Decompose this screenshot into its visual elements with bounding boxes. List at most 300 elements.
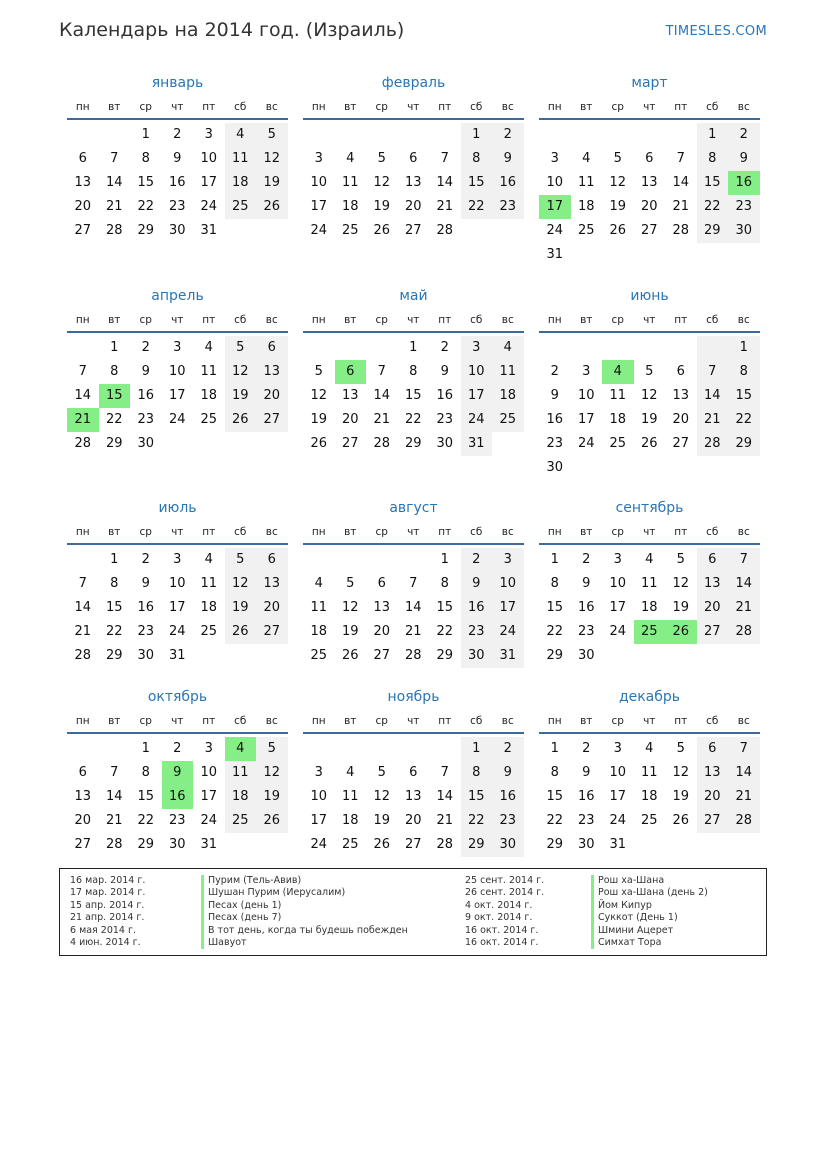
weekday-label: вт [580,715,593,727]
day-cell: 2 [582,552,591,567]
weekday-label: пт [674,314,688,326]
empty-cell [303,737,335,761]
day-cell: 16 [137,600,155,615]
day-cell: 29 [436,648,454,663]
day-cell: 4 [346,151,355,166]
day-cell: 10 [609,765,627,780]
day-cell: 18 [492,384,524,408]
weekday-label: вт [344,314,357,326]
weekday-label: ср [611,101,624,113]
day-cell: 16 [137,388,155,403]
day-cell: 5 [377,765,386,780]
day-cell: 9 [141,576,150,591]
day-cell: 5 [225,548,257,572]
day-cell: 17 [310,199,328,214]
day-cell: 13 [672,388,690,403]
day-cell: 7 [409,576,418,591]
day-cell: 21 [672,199,690,214]
day-cell: 12 [609,175,627,190]
empty-cell [67,336,99,360]
day-cell: 22 [137,199,155,214]
day-cell: 16 [461,596,493,620]
day-cell: 23 [137,624,155,639]
day-cell: 5 [676,741,685,756]
day-cell: 26 [609,223,627,238]
day-cell: 19 [225,596,257,620]
day-cell: 31 [168,648,186,663]
day-cell: 11 [310,600,328,615]
day-cell: 1 [461,123,493,147]
day-cell: 14 [74,600,92,615]
day-cell: 21 [728,785,760,809]
empty-cell [571,123,603,147]
day-cell: 7 [728,548,760,572]
empty-cell [99,737,131,761]
weekday-label: пт [674,715,688,727]
month-8 [303,495,524,668]
day-cell: 27 [373,648,391,663]
legend-date: 4 июн. 2014 г. [70,936,141,948]
holiday-day: 16 [728,171,760,195]
day-cell: 27 [640,223,658,238]
day-cell: 5 [346,576,355,591]
day-cell: 4 [492,336,524,360]
month-5 [303,283,524,456]
empty-cell [634,336,666,360]
weekday-label: сб [470,314,483,326]
day-cell: 2 [582,741,591,756]
day-cell: 20 [341,412,359,427]
weekday-label: чт [407,526,420,538]
day-cell: 30 [728,219,760,243]
day-cell: 1 [728,336,760,360]
day-cell: 27 [256,620,288,644]
day-cell: 29 [105,648,123,663]
day-cell: 23 [577,813,595,828]
day-cell: 29 [697,219,729,243]
weekday-header [67,521,288,545]
weekday-label: чт [643,314,656,326]
weekday-label: пт [438,314,452,326]
day-cell: 24 [200,813,218,828]
day-cell: 6 [78,151,87,166]
weekday-label: пт [438,526,452,538]
day-cell: 10 [168,364,186,379]
day-cell: 22 [461,195,493,219]
day-cell: 25 [200,624,218,639]
day-cell: 5 [314,364,323,379]
day-cell: 8 [440,576,449,591]
empty-cell [429,123,461,147]
month-name: июнь [630,288,669,304]
day-cell: 13 [256,572,288,596]
day-cell: 24 [492,620,524,644]
weekday-header [67,309,288,333]
day-cell: 30 [168,223,186,238]
empty-cell [335,737,367,761]
day-cell: 17 [492,596,524,620]
empty-cell [366,737,398,761]
day-cell: 27 [256,408,288,432]
day-cell: 30 [436,436,454,451]
day-cell: 11 [200,364,218,379]
month-12 [539,684,760,857]
weekday-label: пн [547,314,562,326]
day-cell: 15 [404,388,422,403]
day-cell: 19 [256,785,288,809]
day-cell: 22 [461,809,493,833]
empty-cell [67,548,99,572]
day-cell: 23 [461,620,493,644]
day-cell: 26 [373,837,391,852]
days-grid [67,123,288,243]
legend-right-names [591,875,708,949]
day-cell: 12 [256,761,288,785]
day-cell: 17 [200,789,218,804]
day-cell: 7 [440,765,449,780]
day-cell: 16 [168,175,186,190]
day-cell: 11 [225,761,257,785]
day-cell: 8 [461,147,493,171]
day-cell: 28 [74,436,92,451]
day-cell: 20 [373,624,391,639]
day-cell: 29 [137,223,155,238]
day-cell: 28 [105,223,123,238]
days-grid [67,737,288,857]
legend-date: 9 окт. 2014 г. [465,912,533,924]
day-cell: 9 [582,576,591,591]
empty-cell [697,336,729,360]
day-cell: 21 [728,596,760,620]
empty-cell [67,123,99,147]
day-cell: 13 [341,388,359,403]
weekday-label: вс [265,526,278,538]
day-cell: 24 [577,436,595,451]
month-name: январь [151,75,204,91]
legend-holiday-name: Пурим (Тель-Авив) [201,875,408,887]
weekday-label: вс [737,526,750,538]
weekday-label: пт [202,715,216,727]
day-cell: 19 [225,384,257,408]
weekday-header [539,96,760,120]
day-cell: 23 [137,412,155,427]
day-cell: 26 [310,436,328,451]
weekday-label: пт [202,314,216,326]
day-cell: 24 [609,813,627,828]
holiday-day: 26 [665,620,697,644]
weekday-label: пт [202,526,216,538]
day-cell: 28 [373,436,391,451]
day-cell: 14 [436,789,454,804]
day-cell: 10 [200,151,218,166]
day-cell: 8 [110,576,119,591]
month-name: май [399,288,428,304]
day-cell: 3 [314,151,323,166]
day-cell: 4 [314,576,323,591]
site-link[interactable]: TIMESLES.COM [665,24,767,39]
weekday-label: пн [311,101,326,113]
day-cell: 19 [373,813,391,828]
day-cell: 24 [461,408,493,432]
day-cell: 12 [672,765,690,780]
day-cell: 22 [404,412,422,427]
day-cell: 13 [640,175,658,190]
day-cell: 20 [74,813,92,828]
day-cell: 11 [200,576,218,591]
weekday-header [303,521,524,545]
day-cell: 12 [373,789,391,804]
day-cell: 23 [436,412,454,427]
day-cell: 14 [404,600,422,615]
empty-cell [571,336,603,360]
weekday-label: чт [171,526,184,538]
day-cell: 10 [577,388,595,403]
holiday-day: 6 [335,360,367,384]
day-cell: 18 [609,412,627,427]
day-cell: 6 [256,548,288,572]
day-cell: 14 [728,572,760,596]
day-cell: 15 [461,171,493,195]
day-cell: 5 [225,336,257,360]
day-cell: 25 [492,408,524,432]
day-cell: 7 [110,151,119,166]
day-cell: 21 [373,412,391,427]
day-cell: 25 [310,648,328,663]
day-cell: 28 [728,809,760,833]
days-grid [539,548,760,668]
weekday-label: пт [202,101,216,113]
day-cell: 27 [74,223,92,238]
day-cell: 28 [672,223,690,238]
day-cell: 20 [74,199,92,214]
day-cell: 7 [440,151,449,166]
day-cell: 14 [436,175,454,190]
weekday-label: сб [706,101,719,113]
weekday-label: ср [375,314,388,326]
day-cell: 26 [256,809,288,833]
day-cell: 10 [492,572,524,596]
day-cell: 24 [609,624,627,639]
day-cell: 12 [373,175,391,190]
day-cell: 15 [697,171,729,195]
weekday-label: пн [547,526,562,538]
day-cell: 1 [461,737,493,761]
weekday-label: вс [501,526,514,538]
day-cell: 25 [225,809,257,833]
day-cell: 11 [640,576,658,591]
day-cell: 21 [697,408,729,432]
day-cell: 22 [728,408,760,432]
day-cell: 12 [640,388,658,403]
day-cell: 20 [256,384,288,408]
day-cell: 9 [492,147,524,171]
weekday-label: сб [706,526,719,538]
month-6 [539,283,760,480]
weekday-label: вт [108,526,121,538]
month-4 [67,283,288,456]
weekday-label: вт [344,715,357,727]
day-cell: 30 [492,833,524,857]
day-cell: 26 [640,436,658,451]
day-cell: 16 [546,412,564,427]
day-cell: 12 [256,147,288,171]
weekday-label: вт [108,715,121,727]
day-cell: 22 [137,813,155,828]
day-cell: 9 [582,765,591,780]
empty-cell [303,548,335,572]
empty-cell [366,548,398,572]
weekday-header [303,309,524,333]
day-cell: 13 [74,175,92,190]
weekday-label: вс [501,314,514,326]
days-grid [303,737,524,857]
weekday-label: вс [501,101,514,113]
empty-cell [398,548,430,572]
weekday-label: вт [344,101,357,113]
day-cell: 15 [436,600,454,615]
day-cell: 4 [582,151,591,166]
day-cell: 13 [256,360,288,384]
weekday-label: сб [234,715,247,727]
day-cell: 31 [492,644,524,668]
day-cell: 14 [105,789,123,804]
weekday-label: пн [75,715,90,727]
day-cell: 27 [697,620,729,644]
day-cell: 21 [436,199,454,214]
day-cell: 18 [310,624,328,639]
weekday-label: вс [737,715,750,727]
weekday-label: ср [139,314,152,326]
day-cell: 26 [256,195,288,219]
weekday-label: сб [706,314,719,326]
day-cell: 6 [409,765,418,780]
day-cell: 16 [577,600,595,615]
empty-cell [303,123,335,147]
page-title: Календарь на 2014 год. (Израиль) [59,19,405,41]
day-cell: 22 [697,195,729,219]
weekday-label: вт [108,101,121,113]
legend-holiday-name: Шавуот [201,937,408,949]
weekday-label: ср [611,526,624,538]
day-cell: 27 [404,223,422,238]
day-cell: 14 [373,388,391,403]
month-2 [303,70,524,243]
empty-cell [429,737,461,761]
day-cell: 14 [697,384,729,408]
weekday-header [67,96,288,120]
days-grid [303,548,524,668]
legend-holiday-name: Песах (день 7) [201,912,408,924]
legend-date: 15 апр. 2014 г. [70,899,145,911]
weekday-label: чт [407,715,420,727]
day-cell: 24 [546,223,564,238]
weekday-label: чт [643,715,656,727]
day-cell: 4 [204,552,213,567]
empty-cell [366,336,398,360]
weekday-label: пн [311,526,326,538]
weekday-label: вт [108,314,121,326]
day-cell: 16 [492,171,524,195]
weekday-label: сб [470,715,483,727]
day-cell: 2 [492,123,524,147]
weekday-label: ср [139,526,152,538]
day-cell: 29 [728,432,760,456]
day-cell: 11 [225,147,257,171]
day-cell: 22 [105,412,123,427]
holiday-day: 9 [162,761,194,785]
day-cell: 27 [74,837,92,852]
weekday-label: вс [737,314,750,326]
day-cell: 3 [613,741,622,756]
day-cell: 13 [697,572,729,596]
day-cell: 11 [577,175,595,190]
month-3 [539,70,760,267]
day-cell: 15 [461,785,493,809]
day-cell: 14 [672,175,690,190]
weekday-label: пт [674,526,688,538]
weekday-label: ср [375,526,388,538]
weekday-label: вс [501,715,514,727]
weekday-label: пн [547,715,562,727]
days-grid [303,336,524,456]
day-cell: 21 [105,813,123,828]
day-cell: 25 [640,813,658,828]
days-grid [539,123,760,267]
weekday-label: ср [375,715,388,727]
day-cell: 17 [168,388,186,403]
day-cell: 26 [672,813,690,828]
day-cell: 20 [404,199,422,214]
day-cell: 29 [137,837,155,852]
day-cell: 3 [314,765,323,780]
day-cell: 28 [404,648,422,663]
day-cell: 31 [461,432,493,456]
day-cell: 25 [341,223,359,238]
day-cell: 29 [546,837,564,852]
day-cell: 23 [492,195,524,219]
weekday-label: сб [234,526,247,538]
day-cell: 21 [404,624,422,639]
day-cell: 10 [310,789,328,804]
day-cell: 10 [200,765,218,780]
day-cell: 18 [200,600,218,615]
day-cell: 9 [492,761,524,785]
day-cell: 6 [697,548,729,572]
day-cell: 5 [377,151,386,166]
day-cell: 14 [74,388,92,403]
day-cell: 4 [204,340,213,355]
day-cell: 5 [676,552,685,567]
day-cell: 10 [546,175,564,190]
day-cell: 2 [728,123,760,147]
day-cell: 10 [168,576,186,591]
month-name: декабрь [618,689,681,705]
day-cell: 18 [341,199,359,214]
weekday-label: сб [234,101,247,113]
holiday-legend [59,868,767,956]
day-cell: 15 [105,600,123,615]
day-cell: 23 [728,195,760,219]
day-cell: 18 [225,785,257,809]
month-9 [539,495,760,668]
day-cell: 15 [728,384,760,408]
day-cell: 17 [609,600,627,615]
day-cell: 3 [613,552,622,567]
month-name: февраль [381,75,446,91]
day-cell: 4 [346,765,355,780]
day-cell: 13 [373,600,391,615]
day-cell: 1 [110,340,119,355]
